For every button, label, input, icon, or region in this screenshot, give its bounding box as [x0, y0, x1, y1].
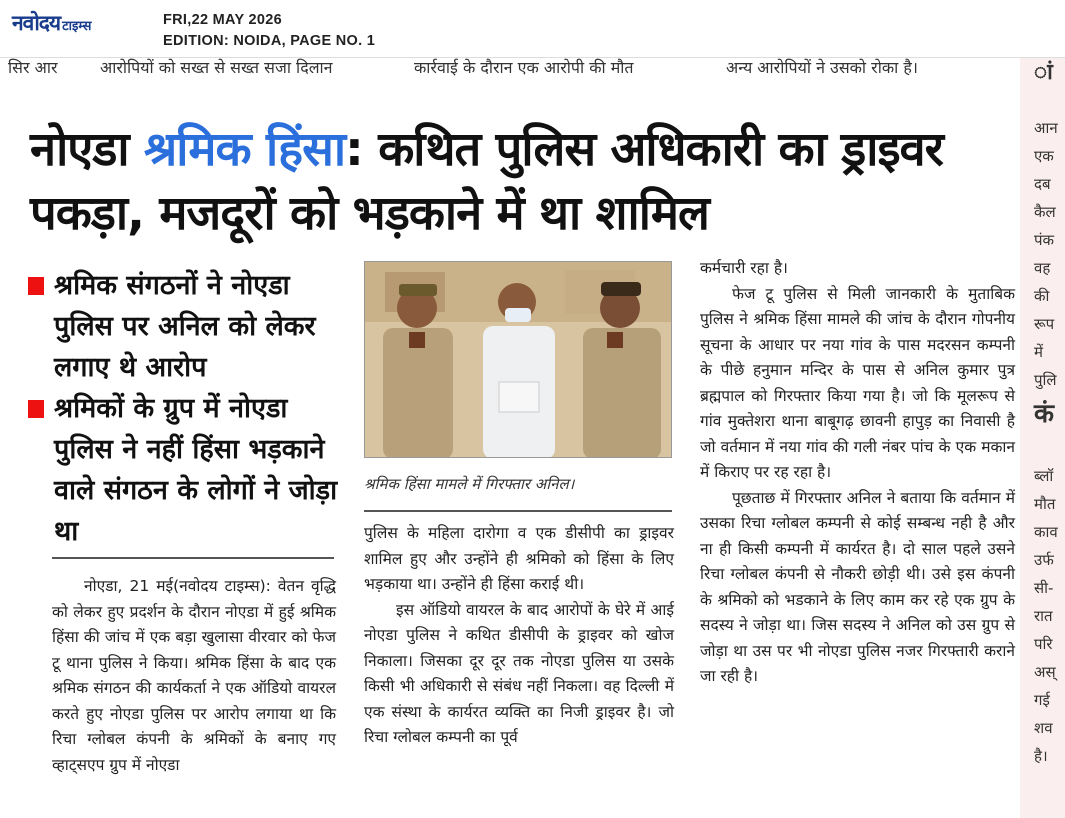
strip-line: आन: [1034, 119, 1058, 137]
paragraph: इस ऑडियो वायरल के बाद आरोपों के घेरे में आई नोएडा पुलिस ने कथित डीसीपी के ड्राइवर को खोज निकाला। जिसका दूर दूर तक नोएडा पुलिस या उसके किसी भी अधिकारी से संबंध नहीं निकला। वह दिल्ली में एक संस्था के कार्यरत व्यक्ति का निजी ड्राइवर है। जो रिचा ग्लोबल कम्पनी का पूर्व: [364, 600, 674, 746]
logo-sub-text: टाइम्स: [62, 19, 92, 34]
bullet-text: श्रमिक संगठनों ने नोएडा पुलिस पर अनिल को लेकर लगाए थे आरोप: [54, 270, 316, 383]
article-column-3: [700, 256, 1015, 690]
headline-highlight: श्रमिक हिंसा: [143, 122, 346, 177]
headline-part-1: नोएडा: [30, 122, 144, 177]
clipped-text-3: कार्रवाई के दौरान एक आरोपी की मौत: [414, 58, 634, 77]
logo-main-text: नवोदय: [12, 11, 61, 35]
paragraph: फेज टू पुलिस से मिली जानकारी के मुताबिक पुलिस ने श्रमिक हिंसा मामले की जांच के दौरान गोपनीय सूचना के आधार पर नया गांव के पास मदरसन कम्पनी के पीछे हनुमान मन्दिर के पास से अनिल कुमार पुत्र ब्रह्मपाल को गिरफ्तार किया गया है। जो कि मूलरूप से गांव मुक्तेशरा थाना बाबूगढ़ छावनी हापुड़ का निवासी है जो वर्तमान में नया गांव की गली नंबर पांच के एक मकान में किराए पर रह रहा है।: [700, 284, 1015, 481]
strip-line: पुलि: [1034, 371, 1057, 389]
strip-line: दब: [1034, 175, 1051, 193]
caption-divider: [364, 510, 672, 512]
strip-line: में: [1034, 343, 1043, 361]
masthead-bar: [0, 0, 1065, 58]
clipped-adjacent-text: [0, 58, 1020, 82]
news-photo: [364, 261, 672, 458]
strip-line: अस्: [1034, 663, 1056, 681]
red-square-icon: [28, 400, 44, 418]
strip-line: गई: [1034, 691, 1050, 709]
article-column-2: [364, 521, 674, 751]
edition-info: [163, 10, 375, 52]
strip-line: परि: [1034, 635, 1053, 653]
edition-date: FRI,22 MAY 2026: [163, 12, 282, 28]
strip-line: उर्फ: [1034, 551, 1054, 569]
article-headline: [30, 118, 1020, 246]
newspaper-logo: [12, 9, 91, 37]
red-square-icon: [28, 277, 44, 295]
strip-line: की: [1034, 287, 1050, 305]
paragraph: नोएडा, 21 मई(नवोदय टाइम्स): वेतन वृद्धि को लेकर हुए प्रदर्शन के दौरान नोएडा में हुई श्रमिक हिंसा की जांच में एक बड़ा खुलासा वीरवार को फेज टू थाना पुलिस ने किया। श्रमिक हिंसा के बाद एक श्रमिक संगठन की कार्यकर्ता ने एक ऑडियो वायरल करते हुए नोएडा पुलिस पर आरोप लगाया था कि रिचा ग्लोबल कंपनी के श्रमिकों के बनाए गए व्हाट्सएप ग्रुप में नोएडा: [52, 577, 336, 774]
strip-line: रूप: [1034, 315, 1055, 333]
bullet-point: [22, 388, 342, 552]
highlight-bullets: [22, 265, 342, 552]
strip-line: मौत: [1034, 495, 1056, 513]
strip-line: पंक: [1034, 231, 1055, 249]
strip-line: शव: [1034, 719, 1053, 737]
strip-line: सी-: [1034, 579, 1054, 597]
strip-line: एक: [1034, 147, 1054, 165]
strip-line: ां: [1034, 60, 1053, 85]
paragraph: पूछताछ में गिरफ्तार अनिल ने बताया कि वर्तमान में उसका रिचा ग्लोबल कम्पनी से कोई सम्बन्ध नही है और ना ही किसी कम्पनी में कार्यरत है। दो साल पहले उसने रिचा ग्लोबल कंपनी से नौकरी छोड़ी थी। उसे इस कंपनी के श्रमिको को भडकाने के लिए काम कर रहे एक ग्रुप के सदस्य ने जोड़ा था। जिस सदस्य ने अनिल को उस ग्रुप से जोड़ा था उस पर भी नोएडा पुलिस नजर गिरफ्तारी कराने जा रही है।: [700, 488, 1015, 685]
article-column-1: [52, 574, 336, 778]
bullet-point: [22, 265, 342, 388]
strip-line: वह: [1034, 259, 1051, 277]
strip-line: है।: [1034, 747, 1048, 765]
adjacent-article-strip: [1020, 58, 1065, 818]
bullet-text: श्रमिकों के ग्रुप में नोएडा पुलिस ने नहीं हिंसा भड़काने वाले संगठन के लोगों ने जोड़ा था: [54, 393, 338, 547]
edition-page: EDITION: NOIDA, PAGE NO. 1: [163, 33, 376, 49]
strip-line: कं: [1034, 399, 1054, 429]
strip-line: काव: [1034, 523, 1058, 541]
arrest-photo-illustration: [365, 262, 672, 458]
paragraph: कर्मचारी रहा है।: [700, 259, 788, 277]
bullet-divider: [52, 557, 334, 559]
strip-line: ब्लॉ: [1034, 467, 1054, 485]
strip-line: रात: [1034, 607, 1053, 625]
strip-line: कैल: [1034, 203, 1056, 221]
clipped-text-2: आरोपियों को सख्त से सख्त सजा दिलान: [100, 58, 333, 77]
headline-part-2: : कथित पुलिस अधिकारी का ड्राइवर पकड़ा, मजदूरों को भड़काने में था शामिल: [30, 122, 943, 241]
clipped-text-1: सिर आर: [8, 58, 58, 77]
clipped-text-4: अन्य आरोपियों ने उसको रोका है।: [726, 58, 918, 77]
photo-caption: श्रमिक हिंसा मामले में गिरफ्तार अनिल।: [364, 475, 575, 493]
paragraph: पुलिस के महिला दारोगा व एक डीसीपी का ड्राइवर शामिल हुए और उन्होंने ही श्रमिको को हिंसा के लिए भड़काया था। उन्होंने ही हिंसा कराई थी।: [364, 524, 674, 593]
